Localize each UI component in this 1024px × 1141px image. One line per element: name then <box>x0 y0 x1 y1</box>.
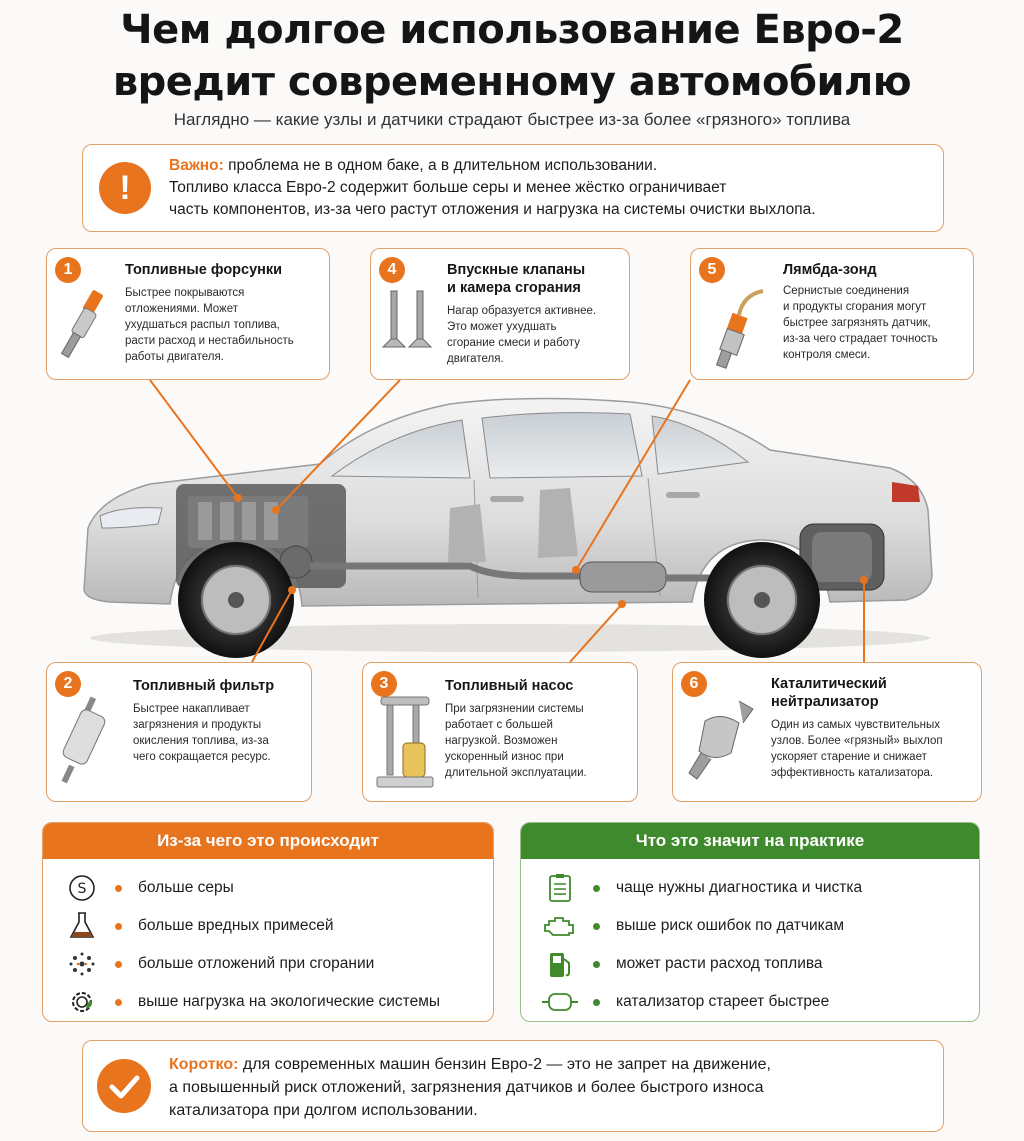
desc-line: ускоренный износ при <box>445 751 564 763</box>
part-title <box>447 261 585 297</box>
title-line-1: Чем долгое использование Евро-2 <box>120 7 904 53</box>
desc-line: ускоряет старение и снижает <box>771 751 927 763</box>
item-text: больше серы <box>138 879 234 896</box>
desc-line: Сернистые соединения <box>783 285 910 297</box>
flask-icon <box>63 911 101 941</box>
bullet <box>593 961 600 968</box>
part-card-fuel-injectors <box>46 248 330 380</box>
desc-line: двигателя. <box>447 353 504 365</box>
item-text: катализатор стареет быстрее <box>616 993 830 1010</box>
causes-title: Из-за чего это происходит <box>43 823 493 859</box>
important-note <box>82 144 944 232</box>
part-description <box>445 701 635 781</box>
fuel-injector-icon <box>57 287 113 371</box>
title-line-2: вредит современному автомобилю <box>112 59 912 105</box>
intake-valves-icon <box>379 287 439 357</box>
desc-line: Быстрее накапливает <box>133 703 250 715</box>
part-number-badge: 3 <box>371 671 397 697</box>
part-description <box>771 717 977 781</box>
desc-line: контроля смеси. <box>783 349 871 361</box>
item-text: больше отложений при сгорании <box>138 955 375 972</box>
practice-title: Что это значит на практике <box>521 823 979 859</box>
title-line: Впускные клапаны <box>447 262 586 278</box>
important-line-2: Топливо класса Евро-2 содержит больше серы и менее жёстко ограничивает <box>169 179 727 196</box>
important-line-3: часть компонентов, из-за чего растут отложения и нагрузка на системы очистки выхлопа. <box>169 201 816 218</box>
summary-text <box>169 1053 939 1122</box>
desc-line: Нагар образуется активнее. <box>447 305 597 317</box>
desc-line: отложениями. Может <box>125 303 239 315</box>
desc-line: Быстрее покрываются <box>125 287 245 299</box>
item-text: выше риск ошибок по датчикам <box>616 917 845 934</box>
particles-icon <box>63 949 101 979</box>
desc-line: и продукты сгорания могут <box>783 301 927 313</box>
important-line-1: проблема не в одном баке, а в длительном использовании. <box>228 157 658 174</box>
list-item <box>63 945 493 983</box>
part-title: Топливные форсунки <box>125 262 283 278</box>
bullet <box>115 999 122 1006</box>
page-title <box>0 4 1024 108</box>
eco-gear-icon <box>63 987 101 1017</box>
part-card-intake-valves <box>370 248 630 380</box>
desc-line: Один из самых чувствительных <box>771 719 941 731</box>
desc-line: работы двигателя. <box>125 351 224 363</box>
desc-line: работает с большей <box>445 719 553 731</box>
part-number-badge: 5 <box>699 257 725 283</box>
summary-note <box>82 1040 944 1132</box>
item-text: больше вредных примесей <box>138 917 334 934</box>
bullet <box>115 923 122 930</box>
list-item <box>541 983 979 1021</box>
bullet <box>593 923 600 930</box>
desc-line: расти расход и нестабильность <box>125 335 294 347</box>
causes-list <box>43 859 493 1021</box>
part-description <box>125 285 325 365</box>
part-card-fuel-filter <box>46 662 312 802</box>
part-title: Топливный фильтр <box>133 678 275 694</box>
summary-line-1: для современных машин бензин Евро-2 — это не запрет на движение, <box>242 1056 771 1073</box>
part-card-lambda-probe <box>690 248 974 380</box>
lambda-probe-icon <box>703 285 773 371</box>
page-subtitle: Наглядно — какие узлы и датчики страдают быстрее из-за более «грязного» топлива <box>173 110 851 129</box>
warning-exclamation-icon: ! <box>99 162 151 214</box>
part-number-badge: 4 <box>379 257 405 283</box>
summary-label: Коротко: <box>169 1056 239 1073</box>
part-description <box>447 303 627 367</box>
fuel-filter-icon <box>57 693 115 789</box>
causes-panel <box>42 822 494 1022</box>
catalyst-small-icon <box>541 987 579 1017</box>
bullet <box>115 885 122 892</box>
bullet <box>593 999 600 1006</box>
part-description <box>133 701 309 765</box>
list-item <box>63 907 493 945</box>
item-text: чаще нужны диагностика и чистка <box>616 879 863 896</box>
checklist-icon <box>541 873 579 903</box>
checkmark-icon <box>97 1059 151 1113</box>
practice-panel <box>520 822 980 1022</box>
desc-line: окисления топлива, из-за <box>133 735 269 747</box>
desc-line: При загрязнении системы <box>445 703 584 715</box>
part-number-badge: 1 <box>55 257 81 283</box>
list-item <box>541 869 979 907</box>
desc-line: длительной эксплуатации. <box>445 767 587 779</box>
list-item <box>63 983 493 1021</box>
part-title: Топливный насос <box>445 678 574 694</box>
sulfur-icon <box>63 873 101 903</box>
title-line: Каталитический <box>771 676 887 692</box>
desc-line: загрязнения и продукты <box>133 719 262 731</box>
important-label: Важно: <box>169 157 224 174</box>
desc-line: сгорание смеси и работу <box>447 337 580 349</box>
item-text: может расти расход топлива <box>616 955 823 972</box>
practice-list <box>521 859 979 1021</box>
part-number-badge: 2 <box>55 671 81 697</box>
check-engine-icon <box>541 911 579 941</box>
part-card-fuel-pump <box>362 662 638 802</box>
fuel-pump-icon <box>373 693 437 793</box>
car-illustration <box>70 380 950 670</box>
desc-line: чего сокращается ресурс. <box>133 751 271 763</box>
fuel-station-icon <box>541 949 579 979</box>
important-text <box>169 155 939 221</box>
desc-line: эффективность катализатора. <box>771 767 934 779</box>
summary-line-3: катализатора при долгом использовании. <box>169 1102 478 1119</box>
desc-line: нагрузкой. Возможен <box>445 735 558 747</box>
title-line: нейтрализатор <box>771 694 879 710</box>
desc-line: узлов. Более «грязный» выхлоп <box>771 735 943 747</box>
svg-text:S: S <box>77 881 87 897</box>
part-card-catalytic-converter <box>672 662 982 802</box>
desc-line: быстрее загрязнять датчик, <box>783 317 931 329</box>
item-text: выше нагрузка на экологические системы <box>138 993 441 1010</box>
part-title: Лямбда-зонд <box>783 262 877 278</box>
catalytic-converter-icon <box>681 697 761 783</box>
part-title <box>771 675 887 711</box>
part-description <box>783 283 969 363</box>
list-item <box>63 869 493 907</box>
bullet <box>593 885 600 892</box>
list-item <box>541 907 979 945</box>
summary-line-2: а повышенный риск отложений, загрязнения датчиков и более быстрого износа <box>169 1079 764 1096</box>
list-item <box>541 945 979 983</box>
bullet <box>115 961 122 968</box>
desc-line: из-за чего страдает точность <box>783 333 938 345</box>
desc-line: ухудшаться распыл топлива, <box>125 319 280 331</box>
part-number-badge: 6 <box>681 671 707 697</box>
title-line: и камера сгорания <box>447 280 581 296</box>
desc-line: Это может ухудшать <box>447 321 557 333</box>
